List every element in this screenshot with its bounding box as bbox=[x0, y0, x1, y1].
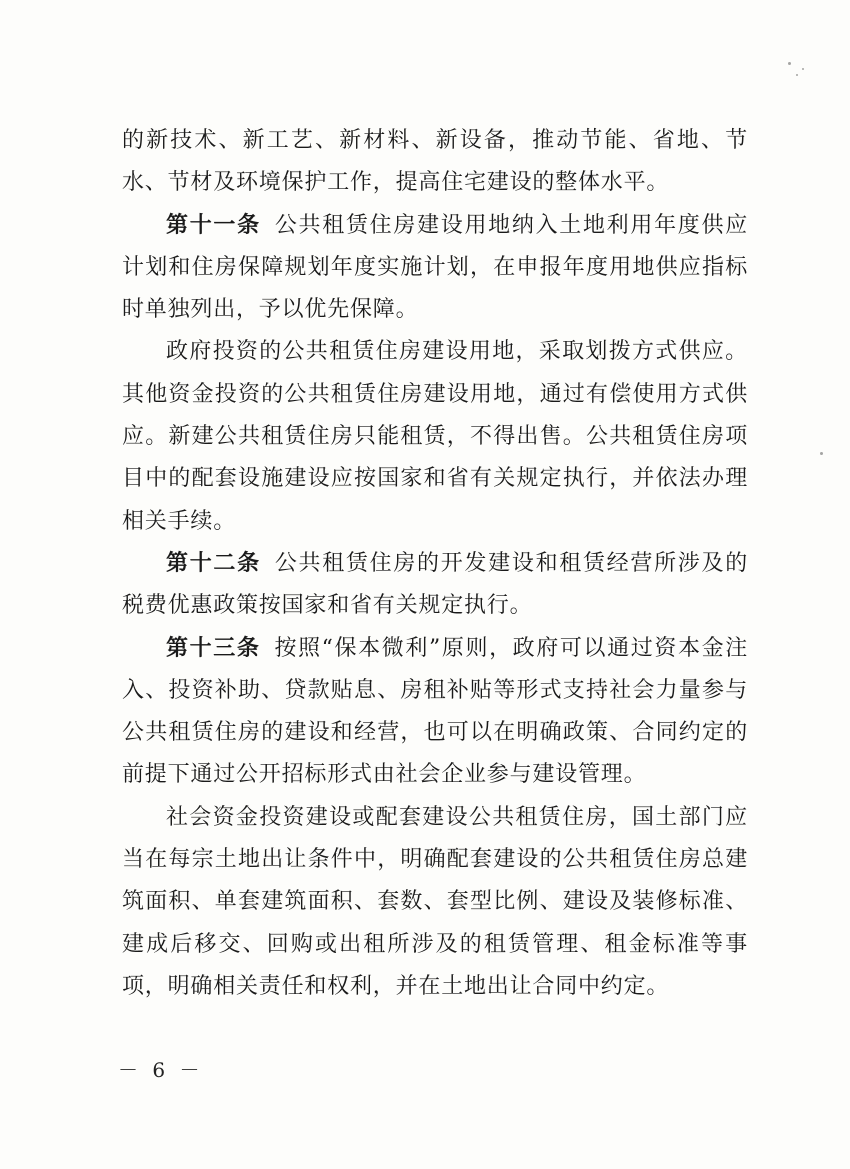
paragraph-text: 按照“保本微利”原则，政府可以通过资本金注入、投资补助、贷款贴息、房租补贴等形式支持社会力量参与公共租赁住房的建设和经营，也可以在明确政策、合同约定的前提下通过公开招标形式由社会企业参与建设管理。 bbox=[122, 635, 748, 788]
paragraph-social-capital bbox=[122, 797, 748, 1008]
paragraph-text: 政府投资的公共租赁住房建设用地，采取划拨方式供应。其他资金投资的公共租赁住房建设用地，通过有偿使用方式供应。新建公共租赁住房只能租赁，不得出售。公共租赁住房项目中的配套设施建设应按国家和省有关规定执行，并依法办理相关手续。 bbox=[122, 339, 748, 534]
article-heading: 第十二条 bbox=[166, 550, 261, 576]
article-13 bbox=[122, 628, 748, 797]
paragraph-text: 公共租赁住房建设用地纳入土地利用年度供应计划和住房保障规划年度实施计划，在申报年度用地供应指标时单独列出，予以优先保障。 bbox=[122, 212, 748, 323]
page-number: － 6 － bbox=[118, 1058, 204, 1082]
article-heading: 第十三条 bbox=[166, 635, 261, 661]
paragraph-text: 社会资金投资建设或配套建设公共租赁住房，国土部门应当在每宗土地出让条件中，明确配套建设的公共租赁住房总建筑面积、单套建筑面积、套数、套型比例、建设及装修标准、建成后移交、回购或出租所涉及的租赁管理、租金标准等事项，明确相关责任和权利，并在土地出让合同中约定。 bbox=[122, 804, 748, 999]
paragraph-land-supply bbox=[122, 331, 748, 542]
document-body bbox=[122, 120, 748, 1008]
paragraph-text: 的新技术、新工艺、新材料、新设备，推动节能、省地、节水、节材及环境保护工作，提高住宅建设的整体水平。 bbox=[122, 128, 748, 196]
article-heading: 第十一条 bbox=[166, 212, 261, 238]
paragraph-continuation bbox=[122, 120, 748, 205]
article-12 bbox=[122, 543, 748, 628]
article-11 bbox=[122, 205, 748, 332]
paragraph-text: 公共租赁住房的开发建设和租赁经营所涉及的税费优惠政策按国家和省有关规定执行。 bbox=[122, 550, 748, 619]
